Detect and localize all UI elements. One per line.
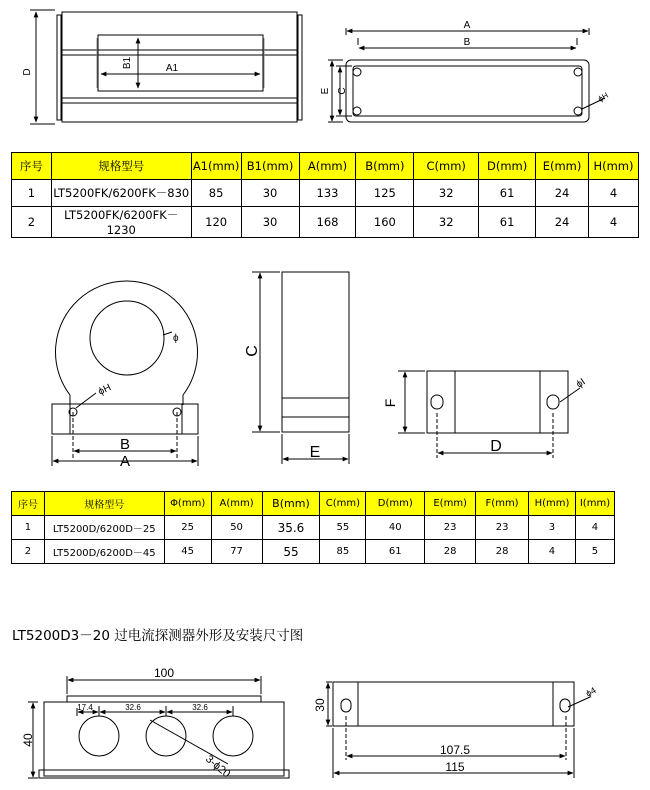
dim-label-40: 40 (21, 733, 35, 747)
table-cell: 85 (320, 540, 366, 564)
table-cell: 30 (241, 180, 299, 207)
table-cell: 45 (164, 540, 211, 564)
table-cell: 125 (356, 180, 414, 207)
header-cell: I(mm) (575, 492, 614, 516)
table-cell: 168 (299, 207, 356, 238)
dim-label-a1: A1 (165, 63, 179, 74)
d-spec-table (11, 491, 615, 564)
header-cell: D(mm) (479, 153, 536, 180)
table-row (12, 540, 615, 564)
header-cell: 序号 (12, 153, 52, 180)
header-cell: Φ(mm) (164, 492, 211, 516)
fk-spec-table (11, 152, 639, 238)
header-cell: 规格型号 (44, 492, 164, 516)
table-cell: 61 (479, 207, 536, 238)
header-cell: A(mm) (211, 492, 262, 516)
table-cell: 25 (164, 516, 211, 540)
header-cell: E(mm) (425, 492, 476, 516)
dim-label-107-5: 107.5 (439, 743, 471, 757)
table-cell: 23 (476, 516, 529, 540)
d3-front-view (28, 676, 289, 781)
table-row (12, 516, 615, 540)
table-cell: LT5200FK/6200FK－1230 (51, 207, 191, 238)
dim-label-c: C (337, 87, 348, 95)
dim-label-phi: ϕ (173, 333, 179, 344)
table-cell: 28 (425, 540, 476, 564)
dim-label-100: 100 (153, 666, 175, 680)
dim-label-phih: ϕH (96, 382, 113, 398)
dim-label-phii: ϕI (574, 376, 588, 391)
table-cell: 2 (12, 540, 45, 564)
header-cell: A1(mm) (191, 153, 241, 180)
header-cell: E(mm) (536, 153, 589, 180)
table-header-row (12, 153, 639, 180)
table-cell: 24 (536, 207, 589, 238)
header-cell: 序号 (12, 492, 45, 516)
table-cell: 5 (575, 540, 614, 564)
table-cell: 61 (479, 180, 536, 207)
header-cell: C(mm) (414, 153, 479, 180)
section-title: LT5200D3－20 过电流探测器外形及安装尺寸图 (12, 628, 304, 644)
dim-label-32-6-b: 32.6 (192, 703, 208, 712)
header-cell: H(mm) (588, 153, 638, 180)
d-side-view (252, 272, 349, 464)
header-cell: H(mm) (529, 492, 576, 516)
header-cell: F(mm) (476, 492, 529, 516)
table-cell: 50 (211, 516, 262, 540)
table-cell: 32 (414, 207, 479, 238)
table-cell: 4 (529, 540, 576, 564)
table-cell: 3 (529, 516, 576, 540)
table-cell: 30 (241, 207, 299, 238)
table-cell: 1 (12, 516, 45, 540)
table-cell: 23 (425, 516, 476, 540)
dim-label-h: ϕH (596, 90, 610, 104)
dim-label-d: D (490, 438, 502, 455)
header-cell: A(mm) (299, 153, 356, 180)
dim-label-phi4: ϕ4 (584, 685, 598, 699)
d-bottom-view (398, 371, 580, 458)
header-cell: B1(mm) (241, 153, 299, 180)
header-cell: 规格型号 (51, 153, 191, 180)
table-cell: LT5200D/6200D－25 (44, 516, 164, 540)
table-cell: 77 (211, 540, 262, 564)
table-cell: 4 (588, 207, 638, 238)
dim-label-3-phi20: 3-ϕ20 (203, 753, 233, 781)
dim-label-f: F (382, 398, 398, 408)
table-cell: 133 (299, 180, 356, 207)
table-cell: 2 (12, 207, 52, 238)
table-header-row (12, 492, 615, 516)
dim-label-a: A (463, 20, 471, 31)
table-cell: 24 (536, 180, 589, 207)
table-cell: 35.6 (262, 516, 320, 540)
dim-label-30: 30 (313, 698, 327, 712)
table-cell: LT5200D/6200D－45 (44, 540, 164, 564)
table-cell: 40 (366, 516, 425, 540)
header-cell: B(mm) (356, 153, 414, 180)
table-row (12, 180, 639, 207)
table-cell: 1 (12, 180, 52, 207)
dim-label-e: E (320, 87, 331, 95)
dim-label-c-side: C (244, 345, 261, 357)
header-cell: D(mm) (366, 492, 425, 516)
header-cell: C(mm) (320, 492, 366, 516)
dim-label-b1: B1 (122, 56, 133, 70)
table-cell: 28 (476, 540, 529, 564)
table-cell: 55 (262, 540, 320, 564)
table-cell: 61 (366, 540, 425, 564)
dim-label-115: 115 (445, 760, 465, 774)
dim-label-17-4: 17.4 (77, 703, 93, 712)
table-cell: 55 (320, 516, 366, 540)
dim-label-b: B (463, 37, 471, 48)
table-cell: 120 (191, 207, 241, 238)
table-cell: 32 (414, 180, 479, 207)
dim-label-b-ring: B (119, 436, 131, 453)
header-cell: B(mm) (262, 492, 320, 516)
dim-label-e-side: E (309, 444, 321, 461)
dim-label-a-ring: A (119, 453, 131, 470)
dim-label-d1: D (22, 68, 33, 76)
table-cell: 4 (588, 180, 638, 207)
table-cell: LT5200FK/6200FK－830 (51, 180, 191, 207)
table-cell: 160 (356, 207, 414, 238)
table-row (12, 207, 639, 238)
table-cell: 85 (191, 180, 241, 207)
dim-label-32-6-a: 32.6 (125, 703, 141, 712)
table-cell: 4 (575, 516, 614, 540)
